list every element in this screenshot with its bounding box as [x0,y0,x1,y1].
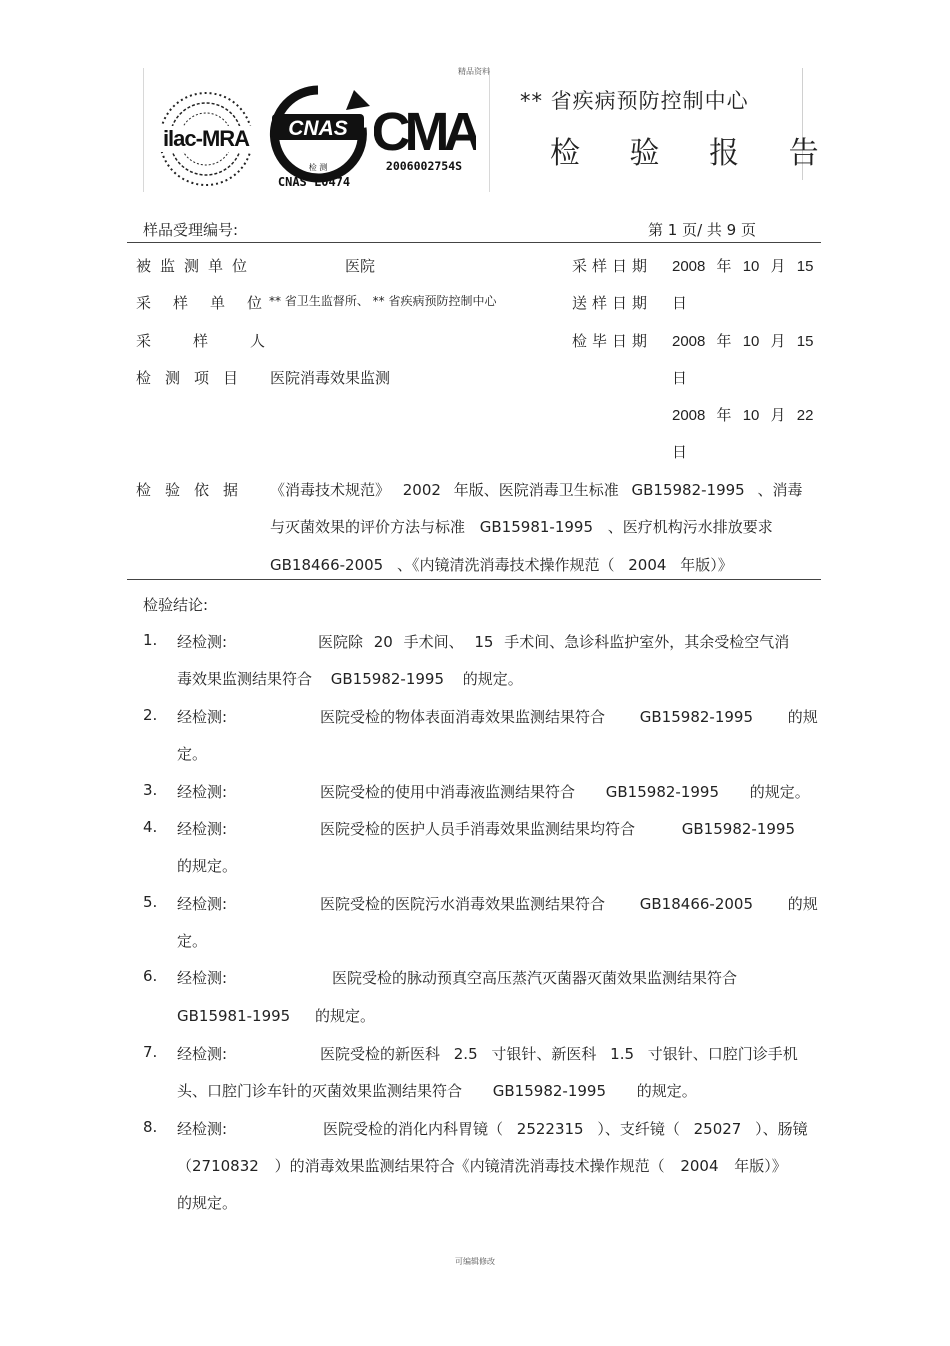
item-text: 医院受检的物体表面消毒效果监测结果符合 GB15982-1995 的规 [320,708,818,726]
cma-logo [374,92,476,176]
item-text: 医院受检的消化内科胃镜（ 2522315 ）、支纤镜（ 25027 ）、肠镜 [323,1120,808,1138]
date-line: 2008 年 10 月 15 [672,333,814,350]
receipt-number-label: 样品受理编号: [143,221,239,239]
basis-line: 《消毒技术规范》 2002 年版、医院消毒卫生标准 GB15982-1995 、消毒 [270,481,803,499]
sampling-unit-value: ** 省卫生监督所、 ** 省疾病预防控制中心 [269,294,497,308]
sampler-label: 采样人 [136,332,308,350]
item-text: 定。 [177,932,208,950]
org-name: ** 省疾病预防控制中心 [520,89,749,113]
cma-code-text: 2006002754S [385,159,463,173]
item-lead: 经检测: [177,633,228,651]
item-number: 5. [143,893,158,911]
item-number: 1. [143,631,158,649]
page-info: 第 1 页/ 共 9 页 [648,221,756,239]
cnas-logo [262,84,374,192]
cnas-sub-text: 检 测 [308,163,328,172]
item-text: （2710832 ）的消毒效果监测结果符合《内镜清洗消毒技术操作规范（ 2004 年版）》 [177,1157,787,1175]
item-number: 6. [143,967,158,985]
top-note: 精品资料 [458,67,490,76]
item-text: 头、口腔门诊车针的灭菌效果监测结果符合 GB15982-1995 的规定。 [177,1082,697,1100]
ilac-logo-text: ilac-MRA [162,126,250,151]
item-number: 2. [143,706,158,724]
item-text: GB15981-1995 的规定。 [177,1007,375,1025]
item-number: 3. [143,781,158,799]
ilac-mra-logo [152,88,260,190]
item-number: 7. [143,1043,158,1061]
item-number: 4. [143,818,158,836]
item-lead: 经检测: [177,895,228,913]
item-lead: 经检测: [177,783,228,801]
monitored-unit-label [136,255,257,276]
top-rule [127,242,821,243]
cnas-code-text: CNAS L0474 [277,175,351,189]
sampling-unit-label: 采样单位 [136,294,285,312]
date-line: 日 [672,369,688,387]
date-line: 2008 年 10 月 15 [672,258,814,275]
item-text: 医院受检的医护人员手消毒效果监测结果均符合 GB15982-1995 [320,820,795,838]
basis-label: 检验依据 [136,481,253,499]
test-item-label: 检测项目 [136,369,253,387]
item-lead: 经检测: [177,820,228,838]
monitored-unit-label-text: 被监测单位 [136,257,257,275]
completion-date-label: 检毕日期 [572,332,653,350]
item-text: 的规定。 [177,1194,238,1212]
item-text: 医院受检的新医科 2.5 寸银针、新医科 1.5 寸银针、口腔门诊手机 [320,1045,798,1063]
date-line: 日 [672,294,688,312]
item-text: 医院除 20 手术间、 15 手术间、急诊科监护室外，其余受检空气消 [318,633,790,651]
bottom-rule [127,579,821,580]
item-text: 的规定。 [177,857,238,875]
item-text: 定。 [177,745,208,763]
item-text: 医院受检的医院污水消毒效果监测结果符合 GB18466-2005 的规 [320,895,818,913]
basis-line: 与灭菌效果的评价方法与标准 GB15981-1995 、医疗机构污水排放要求 [270,518,773,536]
conclusion-heading: 检验结论: [143,596,209,614]
item-text: 医院受检的使用中消毒液监测结果符合 GB15982-1995 的规定。 [320,783,810,801]
date-line: 日 [672,443,688,461]
sampling-date-label: 采样日期 [572,257,653,275]
delivery-date-label: 送样日期 [572,294,653,312]
item-text: 毒效果监测结果符合 GB15982-1995 的规定。 [177,670,523,688]
monitored-unit-value: 医院 [345,257,376,275]
report-title: 检 验 报 告 [550,136,839,171]
test-item-value: 医院消毒效果监测 [270,369,391,387]
basis-line: GB18466-2005 、《内镜清洗消毒技术操作规范（ 2004 年版）》 [270,556,733,574]
item-number: 8. [143,1118,158,1136]
cma-logo-text: CMA [374,102,476,162]
date-line: 2008 年 10 月 22 [672,407,814,424]
item-lead: 经检测: [177,708,228,726]
item-lead: 经检测: [177,969,228,987]
item-text: 医院受检的脉动预真空高压蒸汽灭菌器灭菌效果监测结果符合 [332,969,738,987]
cnas-logo-text: CNAS [288,117,348,140]
footer-note: 可编辑修改 [455,1257,495,1266]
item-lead: 经检测: [177,1120,228,1138]
item-lead: 经检测: [177,1045,228,1063]
